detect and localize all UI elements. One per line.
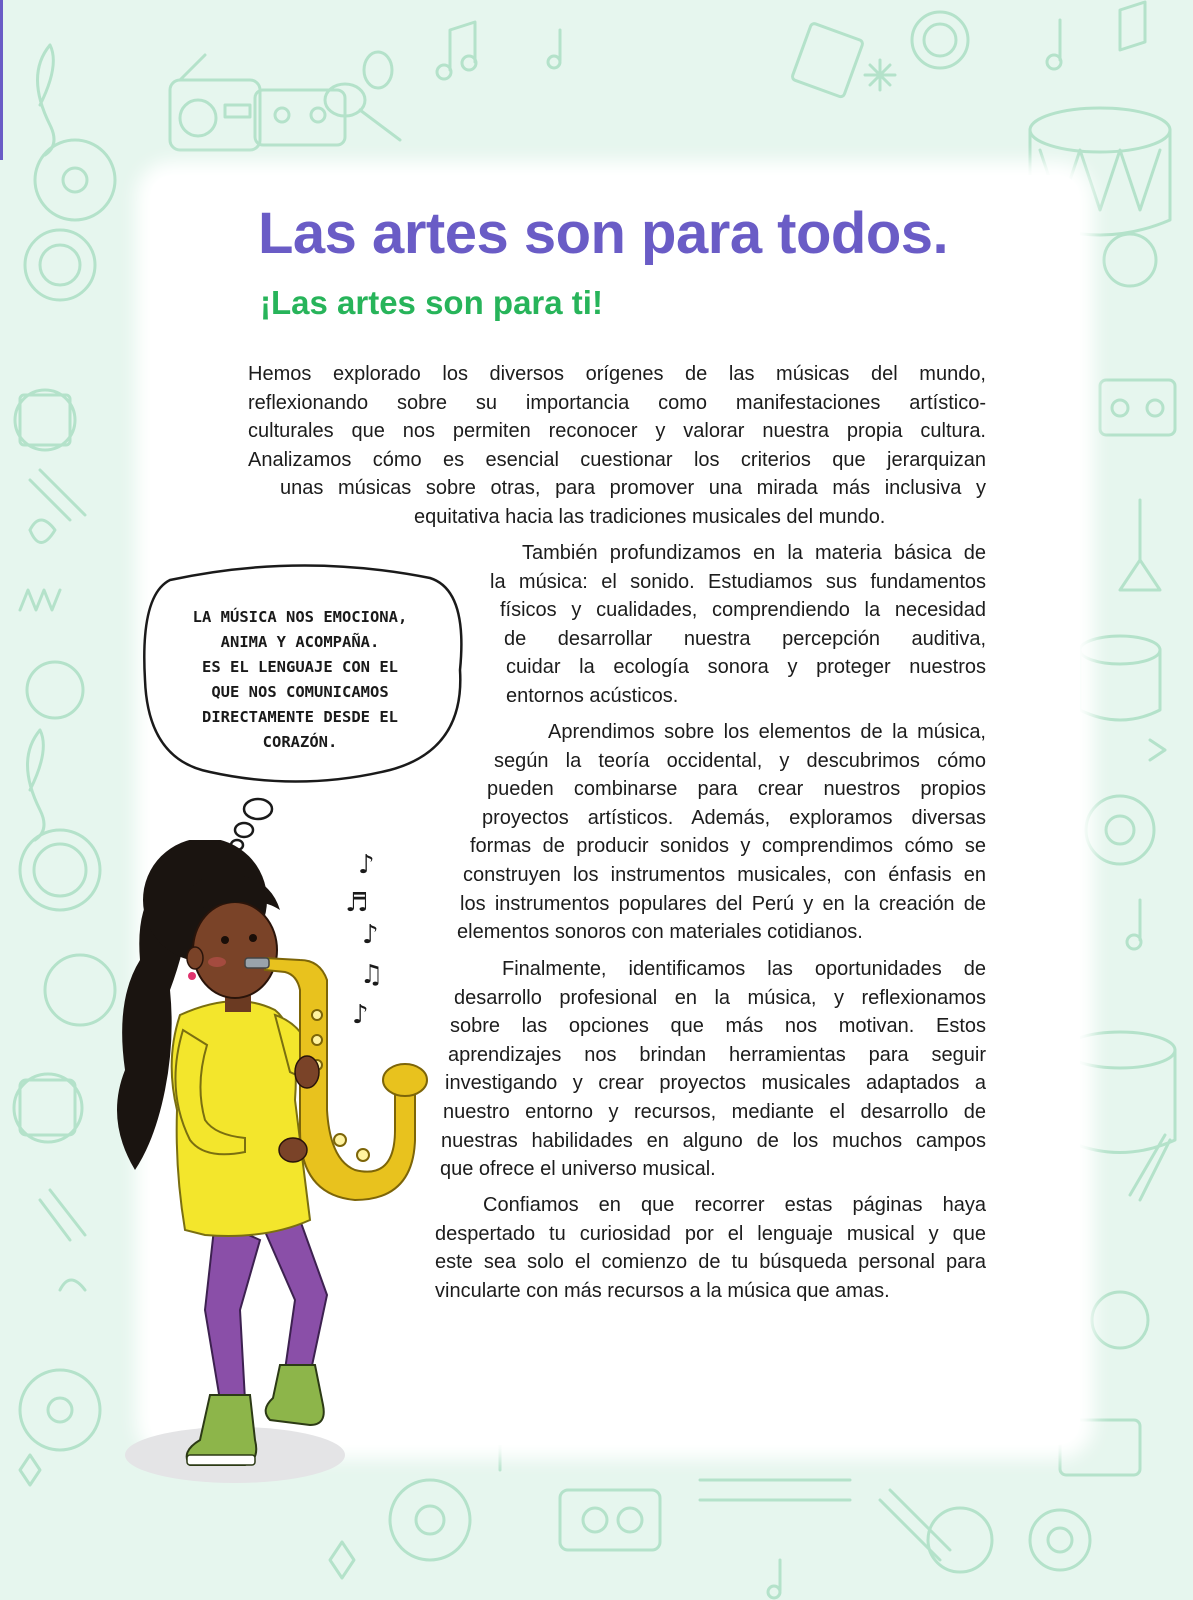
- text-line: reflexionando sobre su importancia como manifestaciones artístico-: [248, 391, 986, 414]
- music-note-icon: ♪: [362, 920, 379, 950]
- text-line: nuestro entorno y recursos, mediante el desarrollo de: [443, 1100, 986, 1123]
- text-line: equitativa hacia las tradiciones musicales del mundo.: [414, 505, 886, 528]
- text-line: Confiamos en que recorrer estas páginas haya: [483, 1194, 986, 1216]
- speech-line: QUE NOS COMUNICAMOS: [211, 683, 389, 701]
- text-line: este sea solo el comienzo de tu búsqueda personal para: [435, 1251, 986, 1274]
- speech-line: ES EL LENGUAJE CON EL: [202, 658, 398, 676]
- text-line: aprendizajes nos brindan herramientas para seguir: [448, 1043, 986, 1066]
- text-line: culturales que nos permiten reconocer y valorar nuestra propia cultura.: [248, 420, 986, 443]
- speech-line: LA MÚSICA NOS EMOCIONA,: [192, 608, 408, 626]
- speech-line: CORAZÓN.: [262, 733, 338, 751]
- text-line: formas de producir sonidos y comprendimos cómo se: [470, 835, 986, 858]
- double-music-note-icon: ♬: [345, 888, 369, 918]
- text-line: que ofrece el universo musical.: [440, 1158, 716, 1181]
- speech-bubble-text: [150, 605, 450, 755]
- text-line: proyectos artísticos. Además, exploramos diversas: [482, 806, 986, 829]
- text-line: Analizamos cómo es esencial cuestionar los criterios que jerarquizan: [248, 448, 986, 471]
- music-note-icon: ♪: [352, 1000, 369, 1030]
- text-line: unas músicas sobre otras, para promover una mirada más inclusiva y: [280, 477, 986, 500]
- text-line: Aprendimos sobre los elementos de la música,: [548, 721, 986, 743]
- page-subtitle: ¡Las artes son para ti!: [260, 284, 603, 321]
- speech-line: ANIMA Y ACOMPAÑA.: [220, 633, 380, 651]
- text-line: despertado tu curiosidad por el lenguaje musical y que: [435, 1222, 986, 1245]
- page-title: Las artes son para todos.: [258, 201, 949, 266]
- text-line: desarrollo profesional en la música, y reflexionamos: [454, 986, 986, 1009]
- paragraph-intro: [248, 360, 986, 532]
- paragraph-sound: [490, 539, 986, 711]
- text-line: según la teoría occidental, y descubrimos cómo: [494, 749, 986, 772]
- text-line: sobre las opciones que más nos motivan. Estos: [450, 1015, 986, 1038]
- text-line: elementos sonoros con materiales cotidianos.: [457, 921, 863, 944]
- text-line: la música: el sonido. Estudiamos sus fundamentos: [490, 570, 986, 593]
- text-line: entornos acústicos.: [506, 684, 679, 707]
- text-line: los instrumentos populares del Perú y en la creación de: [460, 892, 986, 915]
- speech-line: DIRECTAMENTE DESDE EL: [202, 708, 398, 726]
- text-line: construyen los instrumentos musicales, con énfasis en: [463, 863, 986, 886]
- music-note-icon: ♪: [358, 850, 375, 880]
- text-line: pueden combinarse para crear nuestros propios: [487, 778, 986, 801]
- paragraph-elements: [457, 718, 986, 947]
- double-music-note-icon: ♫: [360, 960, 384, 990]
- text-line: investigando y crear proyectos musicales adaptados a: [445, 1072, 986, 1095]
- text-line: de desarrollar nuestra percepción auditiva,: [504, 627, 986, 650]
- text-line: Hemos explorado los diversos orígenes de las músicas del mundo,: [248, 363, 986, 385]
- text-line: cuidar la ecología sonora y proteger nuestros: [506, 656, 986, 679]
- paragraph-career: [440, 955, 986, 1184]
- text-line: vincularte con más recursos a la música que amas.: [435, 1279, 890, 1302]
- text-line: También profundizamos en la materia básica de: [522, 542, 986, 564]
- paragraph-closing: [435, 1191, 986, 1305]
- girl-illustration: [95, 840, 435, 1500]
- text-line: nuestras habilidades en alguno de los muchos campos: [441, 1129, 986, 1152]
- text-line: físicos y cualidades, comprendiendo la necesidad: [500, 599, 986, 622]
- text-line: Finalmente, identificamos las oportunidades de: [502, 958, 986, 980]
